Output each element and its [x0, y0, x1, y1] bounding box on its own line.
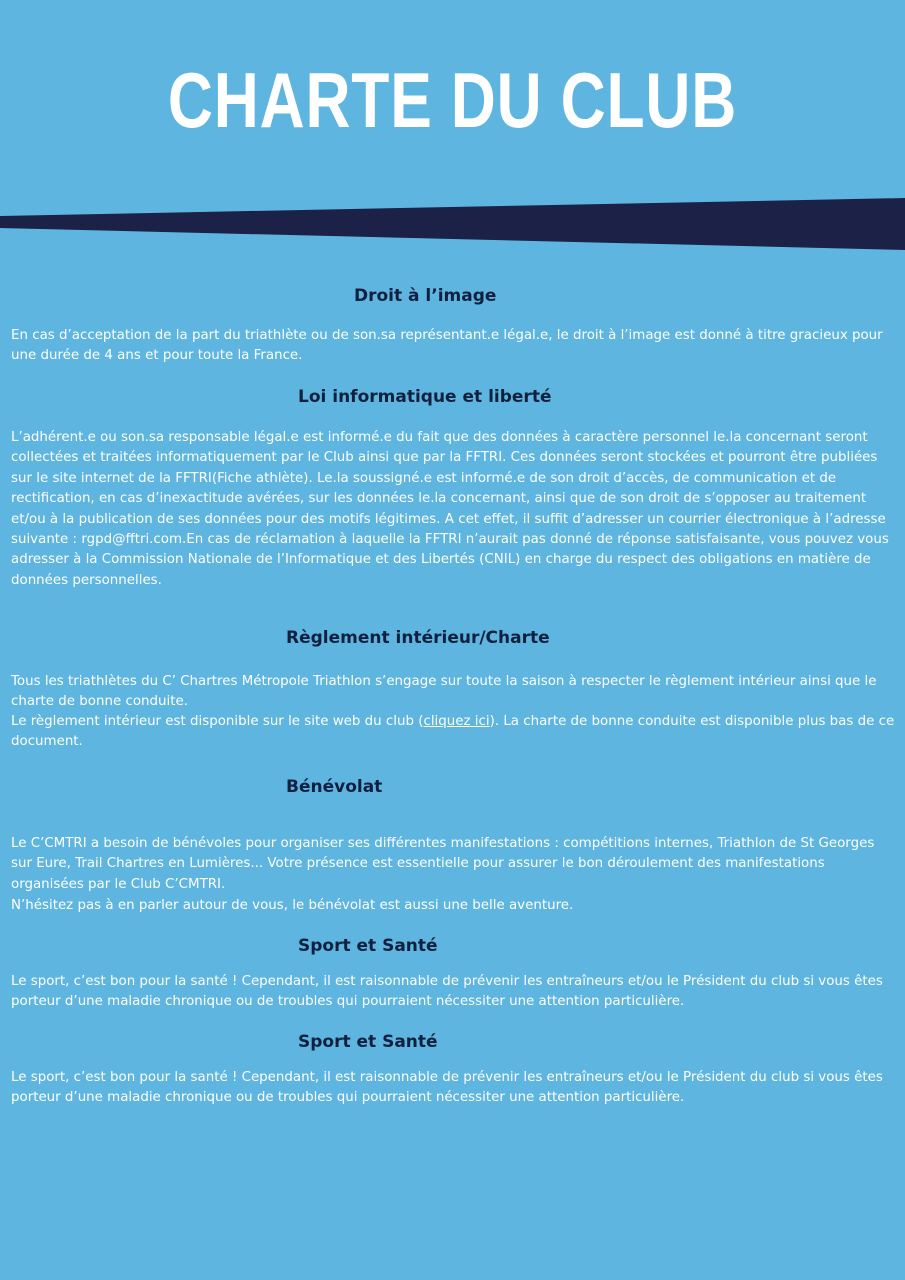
section-heading-droit-image: Droit à l’image [354, 286, 497, 306]
section-heading-benevolat: Bénévolat [286, 777, 383, 797]
decorative-diagonal-band [0, 196, 905, 256]
section-heading-sport-sante-2: Sport et Santé [298, 1032, 438, 1052]
section-text-droit-image: En cas d’acceptation de la part du triathlète ou de son.sa représentant.e légal.e, le droit à l’image est donné à titre gracieux pour une durée de 4 ans et pour toute la France. [11, 328, 883, 364]
reglement-link[interactable]: cliquez ici [423, 714, 490, 729]
band-shape [0, 198, 905, 250]
section-heading-loi-informatique: Loi informatique et liberté [298, 387, 552, 407]
section-heading-reglement: Règlement intérieur/Charte [286, 628, 550, 648]
section-heading-sport-sante: Sport et Santé [298, 936, 438, 956]
section-text-sport-sante-2: Le sport, c’est bon pour la santé ! Cependant, il est raisonnable de prévenir les entraîneurs et/ou le Président du club si vous êtes porteur d’une maladie chronique ou de troubles qui pourraient nécessiter une attention particulière. [11, 1070, 883, 1106]
section-text-benevolat: Le C’CMTRI a besoin de bénévoles pour organiser ses différentes manifestations : compétitions internes, Triathlon de St Georges sur Eure, Trail Chartres en Lumières... Votre présence est essentielle pour assurer le bon déroulement des manifestations organisées par le Club C’CMTRI. [11, 836, 875, 892]
section-text-reglement: Tous les triathlètes du C’ Chartres Métropole Triathlon s’engage sur toute la saison à respecter le règlement intérieur ainsi que le charte de bonne conduite. [11, 674, 877, 710]
section-text-reglement-link-line [11, 712, 895, 753]
link-line-before: Le règlement intérieur est disponible sur le site web du club ( [11, 714, 424, 729]
section-text-benevolat-2: N’hésitez pas à en parler autour de vous, le bénévolat est aussi une belle aventure. [11, 898, 574, 913]
link-line-after: ). La charte de bonne conduite est disponible plus bas de ce document. [11, 714, 895, 750]
section-text-loi-informatique: L’adhérent.e ou son.sa responsable légal.e est informé.e du fait que des données à caractère personnel le.la concernant seront collectées et traitées informatiquement par le Club ainsi que par la FFTRI. Ces données seront stockées et pourront être publiées sur le site internet de la FFTRI(Fiche athlète). Le.la soussigné.e est informé.e de son droit d’accès, de communication et de rectification, en cas d’inexactitude avérées, sur les données le.la concernant, ainsi que de son droit de s’opposer au traitement et/ou à la publication de ses données pour des motifs légitimes. A cet effet, il suffit d’adresser un courrier électronique à l’adresse suivante : rgpd@fftri.com.En cas de réclamation à laquelle la FFTRI n’aurait pas donné de réponse satisfaisante, vous pouvez vous adresser à la Commission Nationale de l’Informatique et des Libertés (CNIL) en charge du respect des obligations en matière de données personnelles. [11, 430, 889, 588]
page-title: CHARTE DU CLUB [167, 56, 738, 144]
section-text-sport-sante: Le sport, c’est bon pour la santé ! Cependant, il est raisonnable de prévenir les entraîneurs et/ou le Président du club si vous êtes porteur d’une maladie chronique ou de troubles qui pourraient nécessiter une attention particulière. [11, 974, 883, 1010]
